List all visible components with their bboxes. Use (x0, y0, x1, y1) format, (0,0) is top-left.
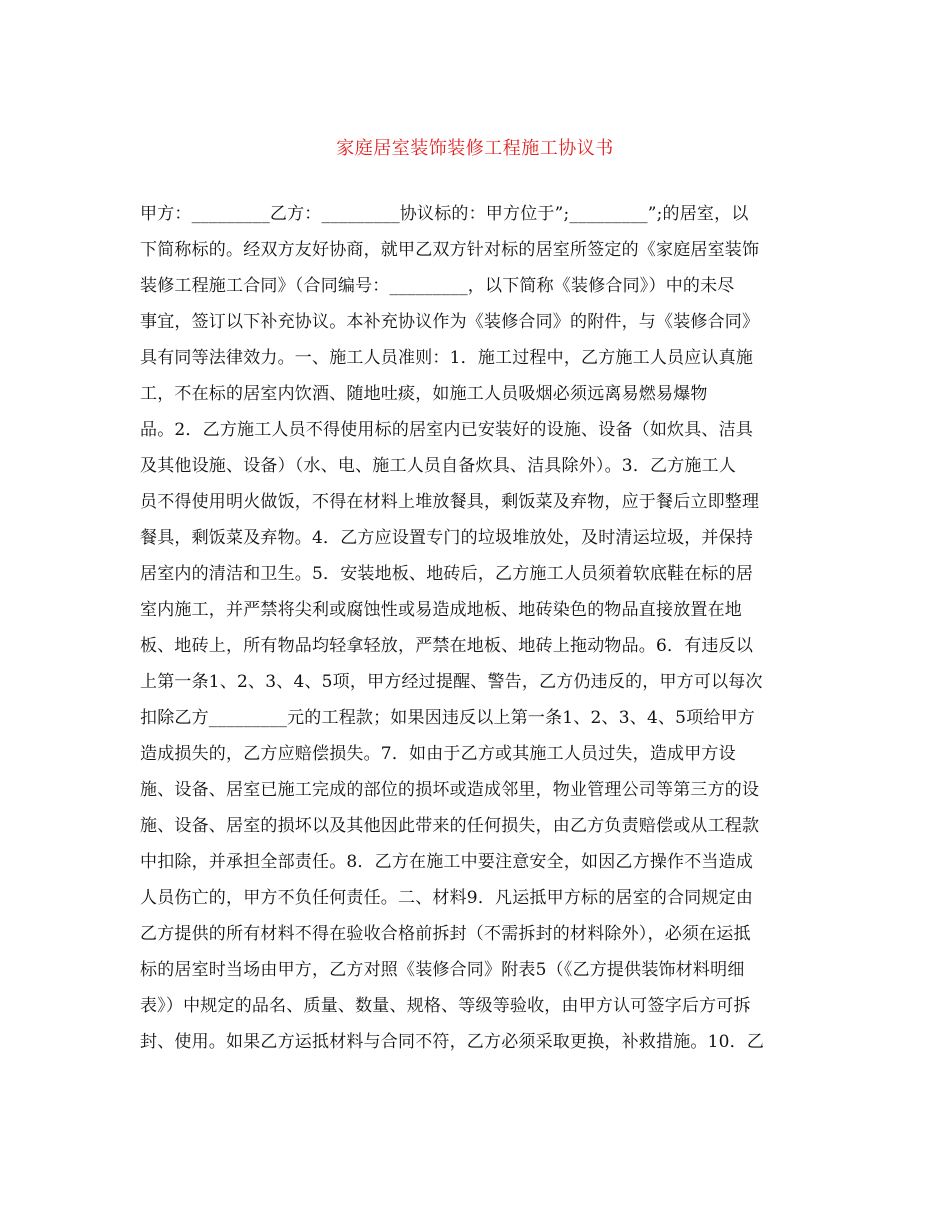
body-line: 封、使用。如果乙方运抵材料与合同不符，乙方必须采取更换，补救措施。10．乙 (140, 1032, 765, 1052)
body-line: 工，不在标的居室内饮酒、随地吐痰，如施工人员吸烟必须远离易燃易爆物 (140, 384, 708, 404)
body-line: 施、设备、居室已施工完成的部位的损坏或造成邻里，物业管理公司等第三方的设 (140, 780, 760, 800)
body-line: 居室内的清洁和卫生。5．安装地板、地砖后，乙方施工人员须着软底鞋在标的居 (140, 564, 754, 584)
body-line: 乙方提供的所有材料不得在验收合格前拆封（不需拆封的材料除外），必须在运抵 (140, 924, 751, 944)
body-line: 人员伤亡的，甲方不负任何责任。二、材料9．凡运抵甲方标的居室的合同规定由 (140, 888, 754, 908)
body-line: 装修工程施工合同》（合同编号：_________，以下简称《装修合同》）中的未尽 (140, 276, 735, 296)
body-line: 事宜，签订以下补充协议。本补充协议作为《装修合同》的附件，与《装修合同》 (140, 312, 760, 332)
body-line: 标的居室时当场由甲方，乙方对照《装修合同》附表5（《乙方提供装饰材料明细 (140, 960, 745, 980)
body-line: 具有同等法律效力。一、施工人员准则：1．施工过程中，乙方施工人员应认真施 (140, 348, 754, 368)
body-line: 员不得使用明火做饭，不得在材料上堆放餐具，剩饭菜及弃物，应于餐后立即整理 (140, 492, 760, 512)
body-line: 及其他设施、设备）（水、电、施工人员自备炊具、洁具除外）。3．乙方施工人 (140, 456, 737, 476)
body-line: 中扣除，并承担全部责任。8．乙方在施工中要注意安全，如因乙方操作不当造成 (140, 852, 754, 872)
document-body (140, 196, 815, 1116)
body-line: 品。2．乙方施工人员不得使用标的居室内已安装好的设施、设备（如炊具、洁具 (140, 420, 754, 440)
body-line: 造成损失的，乙方应赔偿损失。7．如由于乙方或其施工人员过失，造成甲方设 (140, 744, 736, 764)
body-line: 板、地砖上，所有物品均轻拿轻放，严禁在地板、地砖上拖动物品。6．有违反以 (140, 636, 754, 656)
body-line: 表》）中规定的品名、质量、数量、规格、等级等验收，由甲方认可签字后方可拆 (140, 996, 751, 1016)
body-line: 施、设备、居室的损坏以及其他因此带来的任何损失，由乙方负责赔偿或从工程款 (140, 816, 760, 836)
body-line: 甲方：_________乙方：_________协议标的：甲方位于”;_________”;的居室，以 (140, 204, 749, 224)
body-line: 餐具，剩饭菜及弃物。4．乙方应设置专门的垃圾堆放处，及时清运垃圾，并保持 (140, 528, 754, 548)
document-title: 家庭居室装饰装修工程施工协议书 (336, 138, 614, 159)
body-line: 下简称标的。经双方友好协商，就甲乙双方针对标的居室所签定的《家庭居室装饰 (140, 240, 760, 260)
body-line: 扣除乙方_________元的工程款；如果因违反以上第一条1、2、3、4、5项给甲方 (140, 708, 755, 728)
body-line: 上第一条1、2、3、4、5项，甲方经过提醒、警告，乙方仍违反的，甲方可以每次 (140, 672, 763, 692)
body-line: 室内施工，并严禁将尖利或腐蚀性或易造成地板、地砖染色的物品直接放置在地 (140, 600, 742, 620)
